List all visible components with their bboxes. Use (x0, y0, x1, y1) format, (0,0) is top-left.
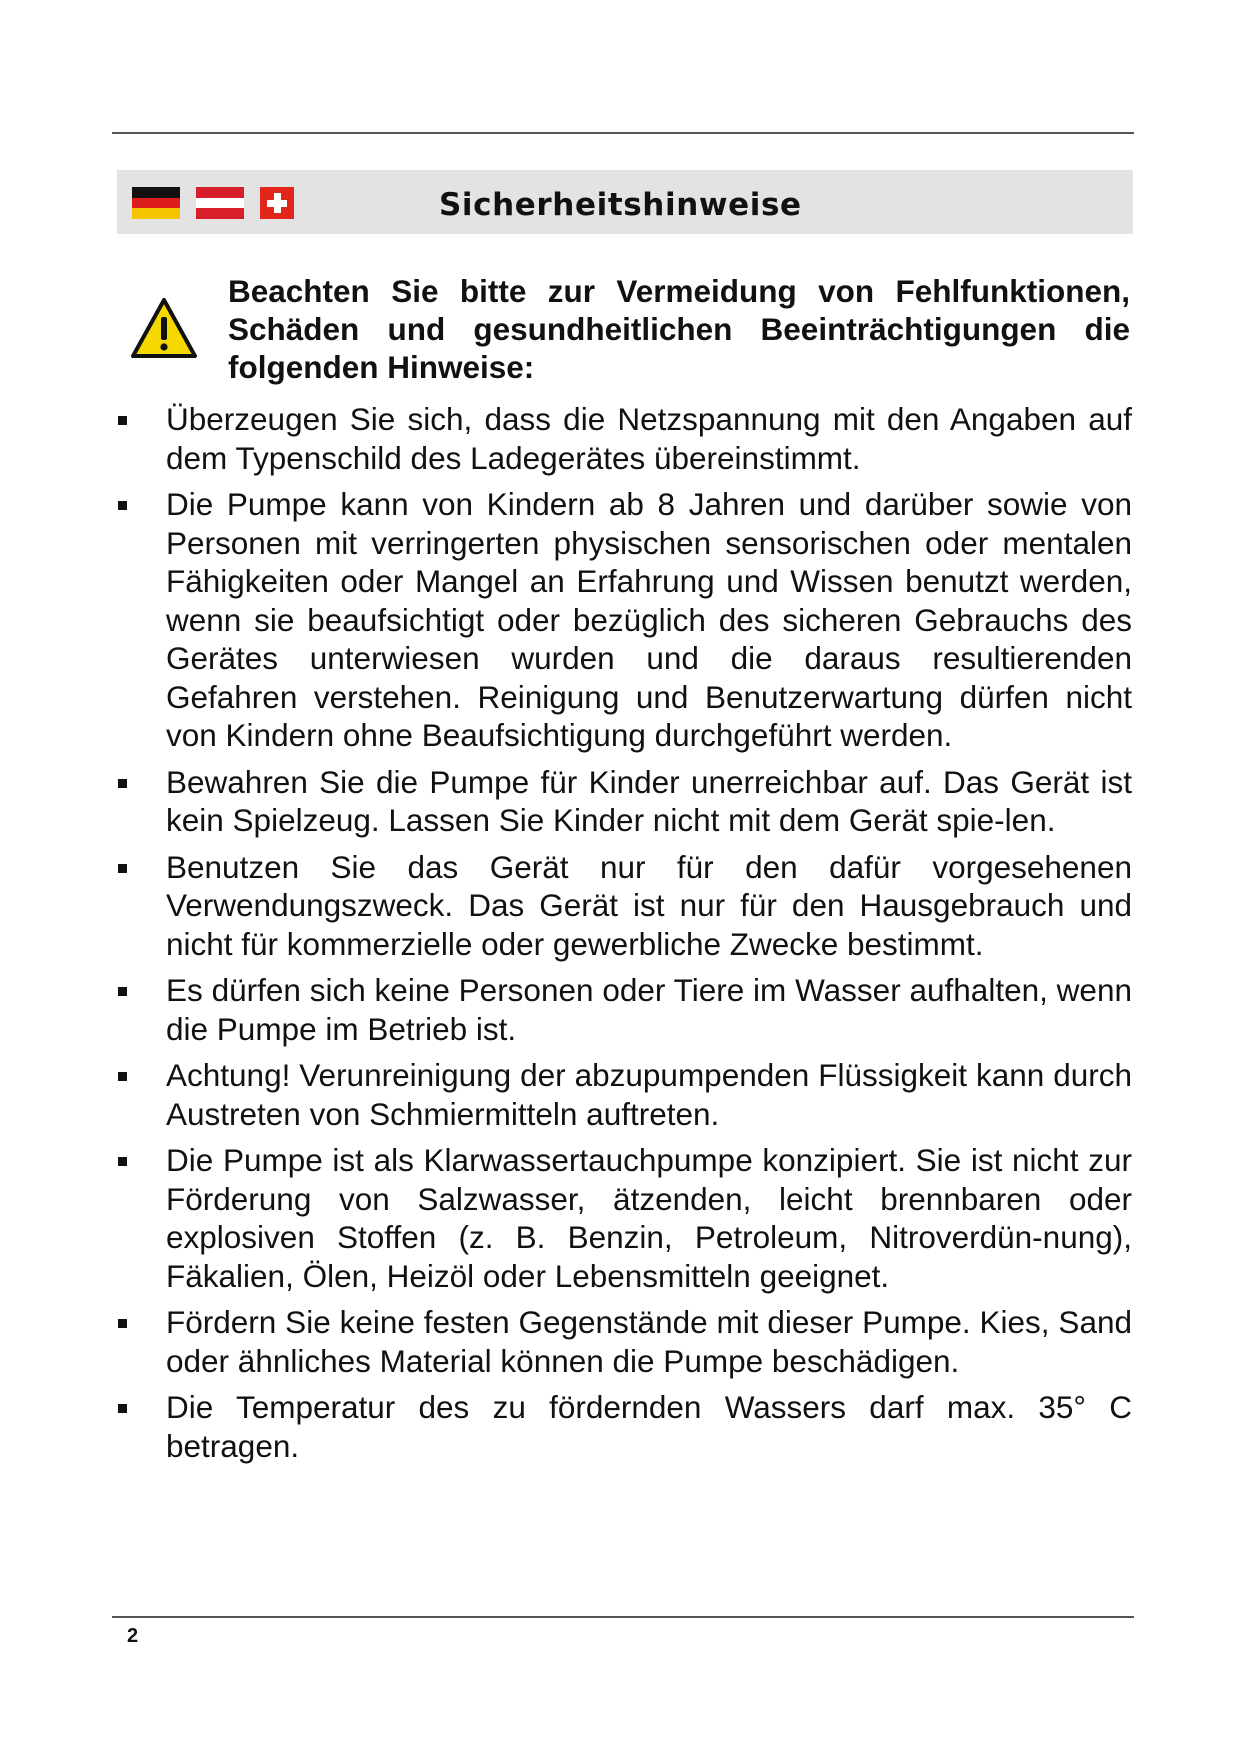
flag-switzerland-icon (260, 187, 294, 219)
language-flags (132, 187, 294, 219)
flag-austria-icon (196, 187, 244, 219)
list-item (115, 1303, 1132, 1380)
list-item (115, 1056, 1132, 1133)
list-item-text: Die Temperatur des zu fördernden Wassers darf max. 35° C betragen. (166, 1389, 1132, 1464)
flag-germany-icon (132, 187, 180, 219)
warning-text: Beachten Sie bitte zur Vermeidung von Fehlfunktionen, Schäden und gesundheitlichen Beeinträchtigungen die folgenden Hinweise: (228, 273, 1130, 385)
list-item-text: Fördern Sie keine festen Gegenstände mit dieser Pumpe. Kies, Sand oder ähnliches Material können die Pumpe beschädigen. (166, 1304, 1132, 1379)
warning-triangle-icon (130, 297, 198, 359)
list-item (115, 1141, 1132, 1295)
top-divider (112, 132, 1134, 134)
list-item (115, 400, 1132, 477)
list-item (115, 848, 1132, 964)
list-item-text: Bewahren Sie die Pumpe für Kinder unerreichbar auf. Das Gerät ist kein Spielzeug. Lassen Sie Kinder nicht mit dem Gerät spie-len. (166, 763, 1132, 838)
section-header (117, 170, 1133, 234)
list-item-text: Überzeugen Sie sich, dass die Netzspannung mit den Angaben auf dem Typenschild des Ladegerätes übereinstimmt. (166, 401, 1132, 476)
list-item-text: Achtung! Verunreinigung der abzupumpenden Flüssigkeit kann durch Austreten von Schmiermitteln auftreten. (166, 1057, 1132, 1132)
bottom-divider (112, 1616, 1134, 1618)
list-item (115, 1388, 1132, 1465)
page-number: 2 (127, 1625, 139, 1647)
list-item (115, 485, 1132, 755)
list-item-text: Benutzen Sie das Gerät nur für den dafür vorgesehenen Verwendungszweck. Das Gerät ist nur für den Hausgebrauch und nicht für kommerzielle oder gewerbliche Zwecke bestimmt. (166, 848, 1132, 962)
section-title: Sicherheitshinweise (439, 187, 802, 223)
list-item (115, 971, 1132, 1048)
list-item-text: Die Pumpe kann von Kindern ab 8 Jahren und darüber sowie von Personen mit verringerten physischen sensorischen oder mentalen Fähigkeiten oder Mangel an Erfahrung und Wissen benutzt werden, wenn sie beaufsichtigt oder bezüglich des sicheren Gebrauchs des Gerätes unterwiesen wurden und die daraus resultierenden Gefahren verstehen. Reinigung und Benutzerwartung dürfen nicht von Kindern ohne Beaufsichtigung durchgeführt werden. (166, 486, 1132, 753)
list-item-text: Die Pumpe ist als Klarwassertauchpumpe konzipiert. Sie ist nicht zur Förderung von Salzwasser, ätzenden, leicht brennbaren oder explosiven Stoffen (z. B. Benzin, Petroleum, Nitroverdün-nung), Fäkalien, Ölen, Heizöl oder Lebensmitteln geeignet. (166, 1142, 1132, 1294)
safety-list (115, 400, 1132, 1473)
list-item (115, 763, 1132, 840)
list-item-text: Es dürfen sich keine Personen oder Tiere im Wasser aufhalten, wenn die Pumpe im Betrieb ist. (166, 972, 1132, 1047)
